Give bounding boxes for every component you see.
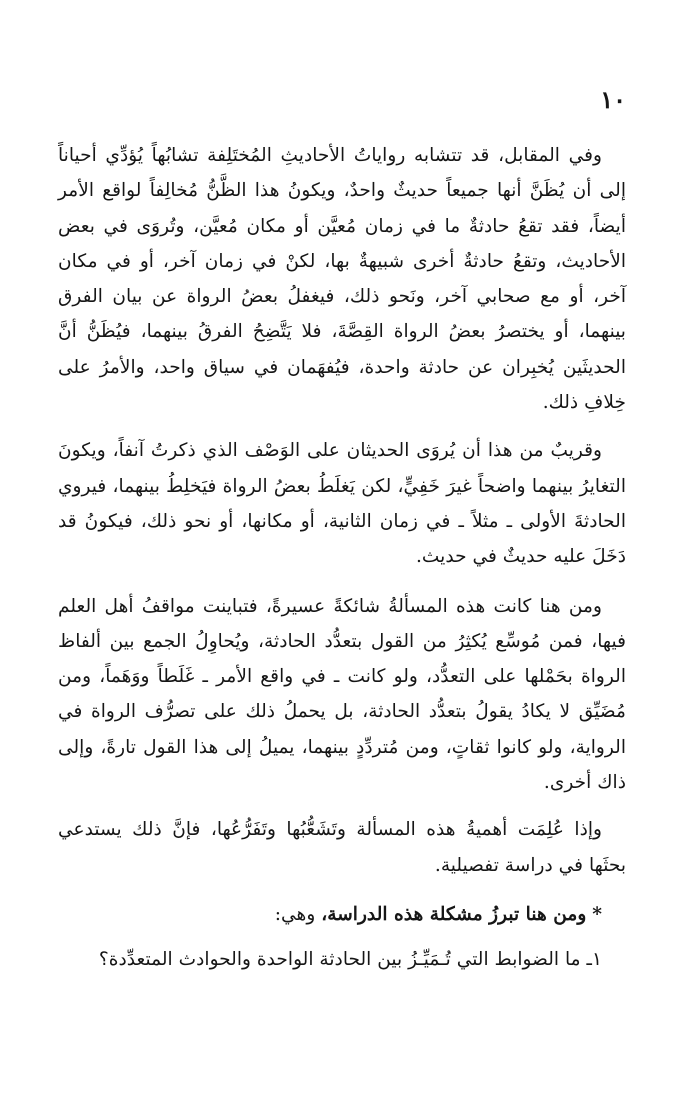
paragraph-1: وفي المقابل، قد تتشابه رواياتُ الأحاديثِ المُختَلِفة تشابُهاً يُؤدِّي أحياناً إلى أن يُظَنَّ أنها جميعاً حديثٌ واحدٌ، ويكونُ هذا الظَّنُّ مُخالِفاً لواقع الأمر أيضاً، فقد تقعُ حادثةٌ ما في زمان مُعيَّن أو مكان مُعيَّن، وتُروَى في بعض الأحاديث، وتقعُ حادثةٌ أخرى شبيهةٌ بها، لكنْ في زمان آخر، أو في مكان آخر، أو مع صحابي آخر، ونَحو ذلك، فيغفلُ بعضُ الرواة عن بيان الفرق بينهما، أو يختصرُ بعضُ الرواة القِصَّةَ، فلا يَتَّضِحُ الفرقُ بينهما، فيُظَنُّ أنَّ الحديثَين يُخبِران عن حادثة واحدة، فيُفهَمان في سياق واحد، والأمرُ على خِلافِ ذلك. xyxy=(58,145,626,414)
problem-intro xyxy=(58,897,626,932)
problem-intro-rest: وهي: xyxy=(274,903,322,925)
question-list xyxy=(58,942,626,977)
star-bullet-icon: * xyxy=(592,903,602,925)
problem-intro-bold: ومن هنا تبرزُ مشكلة هذه الدراسة، xyxy=(321,903,587,925)
question-item: ١ـ ما الضوابط التي تُـمَيِّـزُ بين الحادثة الواحدة والحوادث المتعدِّدة؟ xyxy=(98,949,602,971)
paragraph-4: وإذا عُلِمَت أهميةُ هذه المسألة وتَشَعُّبُها وتَفَرُّعُها، فإنَّ ذلك يستدعي بحثَها في دراسة تفصيلية. xyxy=(58,819,626,876)
page-body xyxy=(58,138,626,978)
paragraph-2: وقريبٌ من هذا أن يُروَى الحديثان على الوَصْف الذي ذكرتُ آنفاً، ويكونَ التغايرُ بينهما واضحاً غيرَ خَفِيٍّ، لكن يَغلَطُ بعضُ الرواة فيَخلِطُ بينهما، فيروي الحادثةَ الأولى ـ مثلاً ـ في زمان الثانية، أو مكانها، أو نحو ذلك، فيكونُ قد دَخَلَ عليه حديثٌ في حديث. xyxy=(58,440,626,568)
page-number: ١٠ xyxy=(600,85,626,114)
paragraph-3: ومن هنا كانت هذه المسألةُ شائكةً عسيرةً، فتباينت مواقفُ أهل العلم فيها، فمن مُوسِّع يُكثِرُ من القول بتعدُّد الحادثة، ويُحاوِلُ الجمع بين ألفاظ الرواة بحَمْلها على التعدُّد، ولو كانت ـ في واقع الأمر ـ غَلَطاً ووَهَماً، ومن مُضَيِّق لا يكادُ يقولُ بتعدُّد الحادثة، بل يحملُ ذلك على تصرُّف الرواة في الرواية، ولو كانوا ثقاتٍ، ومن مُتردِّدٍ بينهما، يميلُ إلى هذا القول تارةً، وإلى ذاك أخرى. xyxy=(58,595,626,794)
